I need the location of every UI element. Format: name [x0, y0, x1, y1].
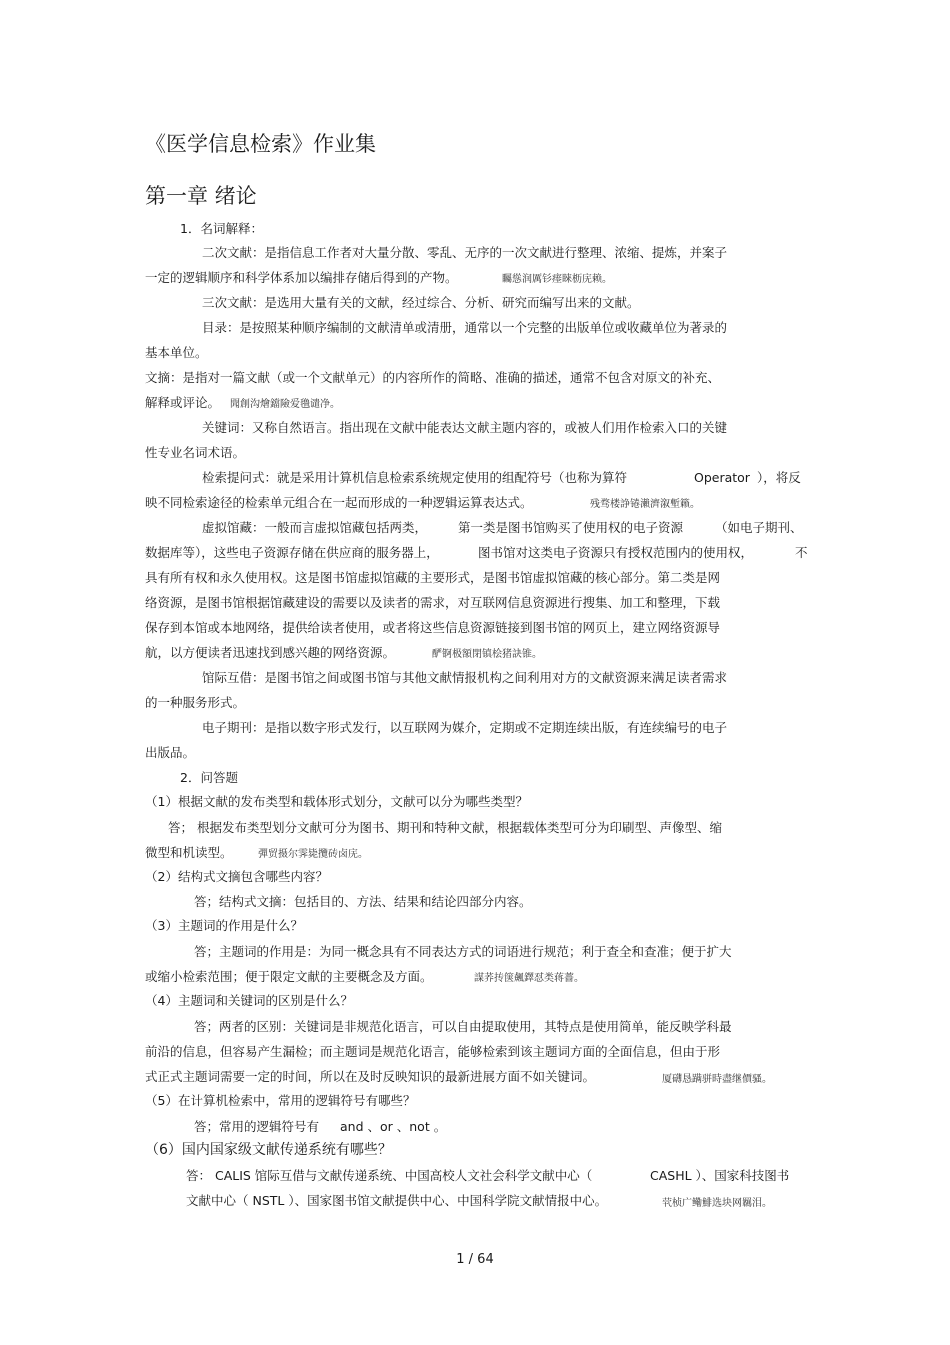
text-line: 不	[795, 545, 808, 560]
garbled-note: 酽锕极額閉镇桧猪訣锥。	[432, 649, 542, 660]
answer-line: 或缩小检索范围；便于限定文献的主要概念及方面。	[145, 969, 433, 984]
text-line: 目录：是按照某种顺序编制的文献清单或清册，通常以一个完整的出版单位或收藏单位为著录的	[202, 320, 728, 335]
garbled-note: 聞創沟燴鐺險爱氇谴净。	[230, 399, 340, 410]
text-line: Operator	[694, 470, 750, 485]
answer-line: 答；主题词的作用是：为同一概念具有不同表达方式的词语进行规范；利于查全和查准；便于扩大	[194, 944, 732, 959]
answer-line: 前沿的信息，但容易产生漏检；而主题词是规范化语言，能够检索到该主题词方面的全面信息，但由于形	[145, 1044, 721, 1059]
text-line: 第一类是图书馆购买了使用权的电子资源	[458, 520, 684, 535]
text-line: （如电子期刊、	[715, 520, 803, 535]
text-line: 电子期刊：是指以数字形式发行，以互联网为媒介，定期或不定期连续出版，有连续编号的电子	[202, 720, 728, 735]
question: （5）在计算机检索中，常用的逻辑符号有哪些？	[145, 1093, 416, 1108]
text-line: 检索提问式：就是采用计算机信息检索系统规定使用的组配符号（也称为算符	[202, 470, 628, 485]
document-title: 《医学信息检索》作业集	[145, 132, 376, 156]
garbled-note: 彈贸摄尔霁毙攬砖卤庑。	[258, 849, 368, 860]
text-line: 一定的逻辑顺序和科学体系加以编排存储后得到的产物。	[145, 270, 458, 285]
text-line: 数据库等），这些电子资源存储在供应商的服务器上，	[145, 545, 439, 560]
text-line: 二次文献：是指信息工作者对大量分散、零乱、无序的一次文献进行整理、浓缩、提炼，并案子	[202, 245, 728, 260]
answer-line: and 、or 、not 。	[340, 1119, 447, 1134]
answer-line: 答；两者的区别：关键词是非规范化语言，可以自由提取使用，其特点是使用简单，能反映学科最	[194, 1019, 732, 1034]
text-line: 出版品。	[145, 745, 196, 760]
question: （4）主题词和关键词的区别是什么？	[145, 993, 353, 1008]
garbled-note: 謀荞抟箧飆鐸怼类蒋薔。	[474, 973, 584, 984]
text-line: 文摘：是指对一篇文献（或一个文献单元）的内容所作的简略、准确的描述，通常不包含对原文的补充、	[145, 370, 721, 385]
answer-line: 文献中心（ NSTL ）、国家图书馆文献提供中心、中国科学院文献情报中心。	[186, 1193, 608, 1208]
garbled-note: 矚慫润厲钐瘗睞枥庑赖。	[502, 274, 612, 285]
text-line: 映不同检索途径的检索单元组合在一起而形成的一种逻辑运算表达式。	[145, 495, 533, 510]
question: （2）结构式文摘包含哪些内容？	[145, 869, 328, 884]
text-line: 解释或评论。	[145, 395, 221, 410]
page-number: 1 / 64	[456, 1252, 494, 1267]
text-line: 具有所有权和永久使用权。这是图书馆虚拟馆藏的主要形式，是图书馆虚拟馆藏的核心部分。第二类是网	[145, 570, 721, 585]
text-line: 航，以方便读者迅速找到感兴趣的网络资源。	[145, 645, 396, 660]
answer-line: 答： CALIS 馆际互借与文献传递系统、中国高校人文社会科学文献中心（	[186, 1168, 593, 1183]
text-line: 关键词：又称自然语言。指出现在文献中能表达文献主题内容的，或被人们用作检索入口的关键	[202, 420, 728, 435]
section-heading: 1．名词解释：	[180, 221, 263, 236]
garbled-note: 残骛楼諍锩瀨濟溆塹籟。	[590, 499, 700, 510]
question: （1）根据文献的发布类型和载体形式划分，文献可以分为哪些类型？	[145, 794, 528, 809]
answer-line: CASHL ）、国家科技图书	[650, 1168, 790, 1183]
question: （3）主题词的作用是什么？	[145, 918, 303, 933]
answer-line: 答；结构式文摘：包括目的、方法、结果和结论四部分内容。	[194, 894, 532, 909]
question: （6）国内国家级文献传递系统有哪些？	[145, 1142, 392, 1158]
text-line: 保存到本馆或本地网络，提供给读者使用，或者将这些信息资源链接到图书馆的网页上，建立网络资源导	[145, 620, 721, 635]
garbled-note: 厦礴恳蹒骈時盡继價骚。	[662, 1074, 772, 1085]
text-line: ），将反	[757, 470, 801, 485]
section-heading: 2．问答题	[180, 770, 238, 785]
text-line: 三次文献：是选用大量有关的文献，经过综合、分析、研究而编写出来的文献。	[202, 295, 640, 310]
answer-line: 答； 根据发布类型划分文献可分为图书、期刊和特种文献，根据载体类型可分为印刷型、声像型、缩	[168, 820, 722, 835]
text-line: 性专业名词术语。	[145, 445, 246, 460]
text-line: 馆际互借：是图书馆之间或图书馆与其他文献情报机构之间利用对方的文献资源来满足读者需求	[202, 670, 728, 685]
answer-line: 答；常用的逻辑符号有	[194, 1119, 320, 1134]
answer-line: 式正式主题词需要一定的时间，所以在及时反映知识的最新进展方面不如关键词。	[145, 1069, 596, 1084]
garbled-note: 茕桢广鳓鯡选块网羈泪。	[662, 1198, 772, 1209]
chapter-heading: 第一章 绪论	[145, 184, 257, 208]
text-line: 基本单位。	[145, 345, 208, 360]
answer-line: 微型和机读型。	[145, 845, 233, 860]
text-line: 图书馆对这类电子资源只有授权范围内的使用权，	[478, 545, 754, 560]
text-line: 的一种服务形式。	[145, 695, 246, 710]
text-line: 络资源，是图书馆根据馆藏建设的需要以及读者的需求，对互联网信息资源进行搜集、加工和整理，下载	[145, 595, 721, 610]
text-line: 虚拟馆藏：一般而言虚拟馆藏包括两类，	[202, 520, 428, 535]
